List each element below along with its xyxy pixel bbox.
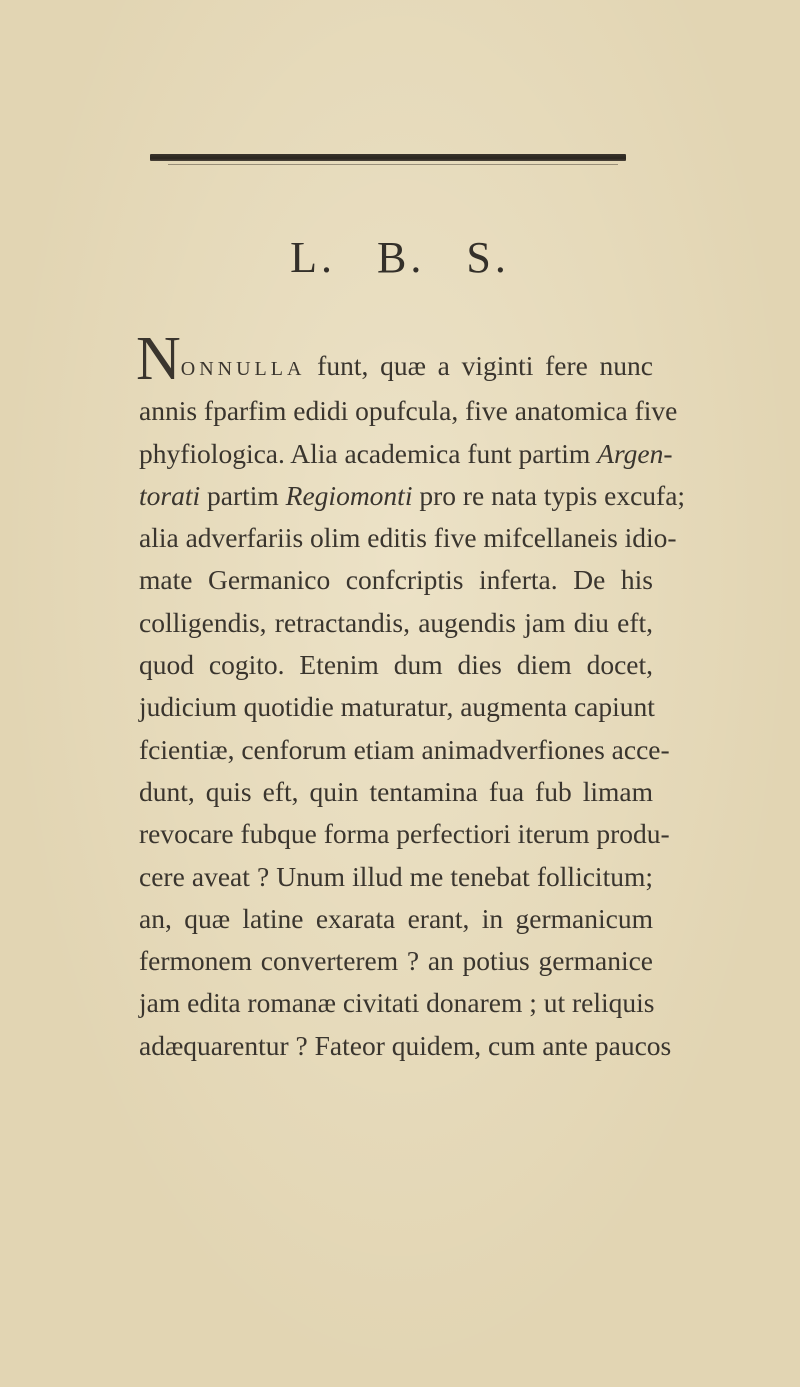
text-line bbox=[139, 390, 678, 432]
text-line-content bbox=[317, 350, 653, 381]
text-segment: fcientiæ, cenforum etiam animadverfiones acce- bbox=[139, 733, 670, 765]
text-segment: partim bbox=[200, 479, 286, 511]
text-line bbox=[139, 856, 653, 898]
text-line bbox=[139, 898, 653, 940]
text-segment: mate Germanico confcriptis inferta. De his bbox=[139, 564, 653, 596]
italic-segment: torati bbox=[139, 479, 201, 511]
text-segment: revocare fubque forma perfectiori iterum produ- bbox=[139, 818, 670, 850]
drop-capital: N bbox=[136, 325, 181, 393]
text-line bbox=[139, 433, 673, 475]
text-line bbox=[139, 771, 653, 813]
text-line bbox=[139, 729, 670, 771]
text-segment: annis fparfim edidi opufcula, five anatomica five bbox=[139, 395, 678, 427]
text-line bbox=[139, 644, 653, 686]
text-segment: alia adverfariis olim editis five mifcellaneis idio- bbox=[139, 522, 677, 554]
text-segment: cere aveat ? Unum illud me tenebat follicitum; bbox=[139, 860, 653, 892]
text-segment: dunt, quis eft, quin tentamina fua fub limam bbox=[139, 775, 653, 807]
text-segment: an, quæ latine exarata erant, in germanicum bbox=[139, 902, 653, 934]
text-line bbox=[139, 982, 653, 1024]
ornamental-rule-thin bbox=[168, 164, 618, 165]
text-line bbox=[139, 686, 653, 728]
text-line bbox=[139, 813, 670, 855]
text-line bbox=[136, 325, 654, 393]
italic-segment: Argen- bbox=[597, 437, 673, 469]
body-text bbox=[136, 325, 686, 1067]
text-line bbox=[139, 1025, 672, 1067]
page-heading: L. B. S. bbox=[290, 233, 510, 282]
text-segment: fermonem converterem ? an potius germanice bbox=[139, 945, 653, 977]
text-line bbox=[139, 475, 686, 517]
text-segment: quod cogito. Etenim dum dies diem docet, bbox=[139, 649, 653, 681]
text-segment: funt, quæ a viginti fere nunc bbox=[317, 350, 654, 381]
text-segment: pro re nata typis excufa; bbox=[412, 479, 686, 511]
text-line bbox=[139, 940, 653, 982]
text-segment: phyfiologica. Alia academica funt partim bbox=[139, 437, 598, 469]
text-line bbox=[139, 602, 653, 644]
text-line bbox=[139, 517, 677, 559]
text-segment: jam edita romanæ civitati donarem ; ut reliquis bbox=[139, 987, 655, 1019]
first-word-smallcaps: ONNULLA bbox=[180, 358, 306, 380]
text-segment: colligendis, retractandis, augendis jam diu eft, bbox=[139, 606, 653, 638]
italic-segment: Regiomonti bbox=[285, 479, 413, 511]
text-segment: adæquarentur ? Fateor quidem, cum ante paucos bbox=[139, 1029, 672, 1061]
text-segment: judicium quotidie maturatur, augmenta capiunt bbox=[139, 691, 655, 723]
ornamental-rule bbox=[150, 154, 626, 161]
text-line bbox=[139, 559, 653, 601]
